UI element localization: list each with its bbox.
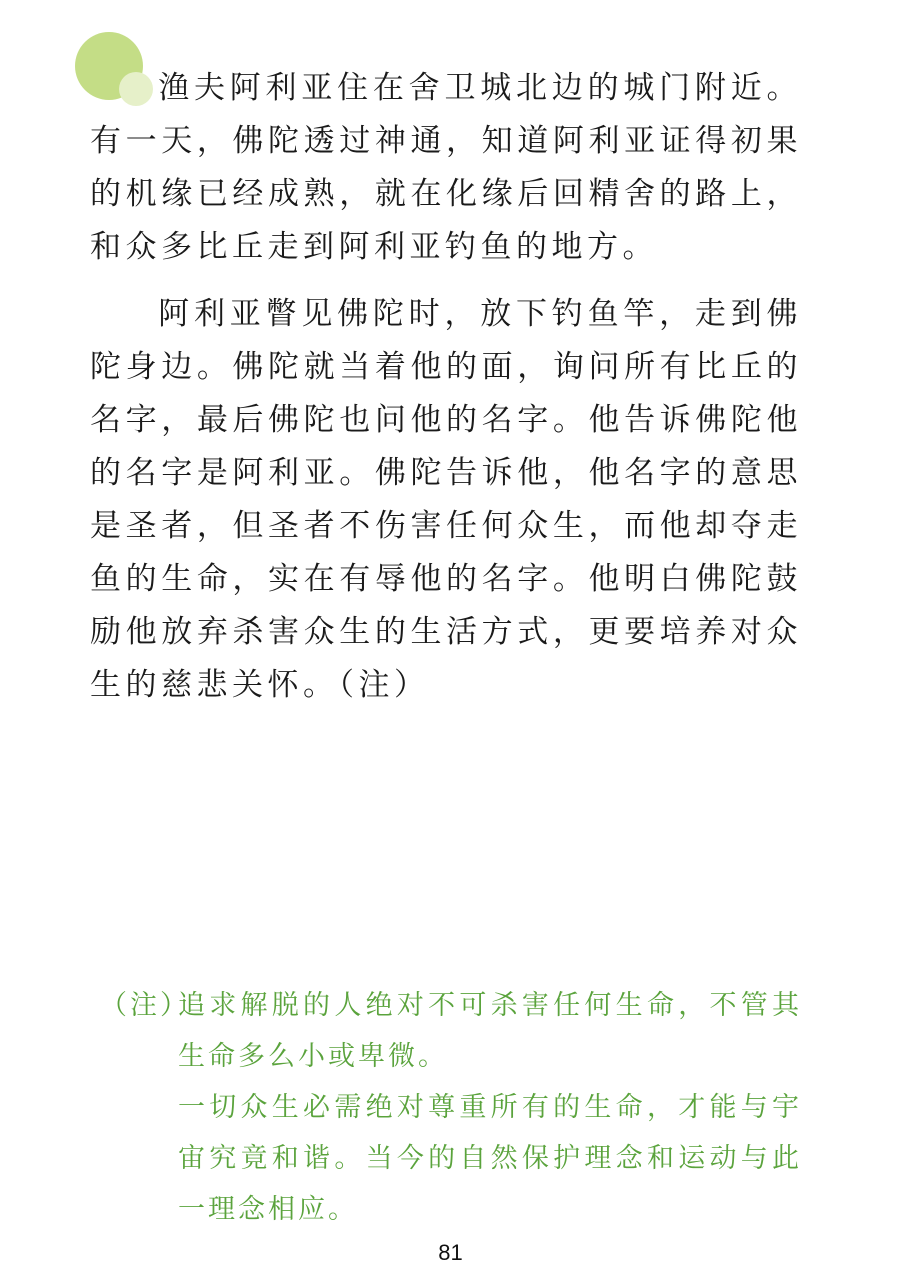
page-number: 81 <box>438 1240 463 1265</box>
main-text-block <box>90 62 802 712</box>
paragraph-1: 渔夫阿利亚住在舍卫城北边的城门附近。有一天，佛陀透过神通，知道阿利亚证得初果的机缘已经成熟，就在化缘后回精舍的路上，和众多比丘走到阿利亚钓鱼的地方。 <box>90 70 802 265</box>
footnote <box>100 980 802 1235</box>
footnote-line-2: 一切众生必需绝对尊重所有的生命，才能与宇宙究竟和谐。当今的自然保护理念和运动与此一理念相应。 <box>178 1092 802 1225</box>
paragraph-2: 阿利亚瞥见佛陀时，放下钓鱼竿，走到佛陀身边。佛陀就当着他的面，询问所有比丘的名字，最后佛陀也问他的名字。他告诉佛陀他的名字是阿利亚。佛陀告诉他，他名字的意思是圣者，但圣者不伤害任何众生，而他却夺走鱼的生命，实在有辱他的名字。他明白佛陀鼓励他放弃杀害众生的生活方式，更要培养对众生的慈悲关怀。（注） <box>90 296 802 703</box>
footnote-line-1: 追求解脱的人绝对不可杀害任何生命，不管其生命多么小或卑微。 <box>178 990 802 1072</box>
footnote-label: （注） <box>100 990 190 1021</box>
